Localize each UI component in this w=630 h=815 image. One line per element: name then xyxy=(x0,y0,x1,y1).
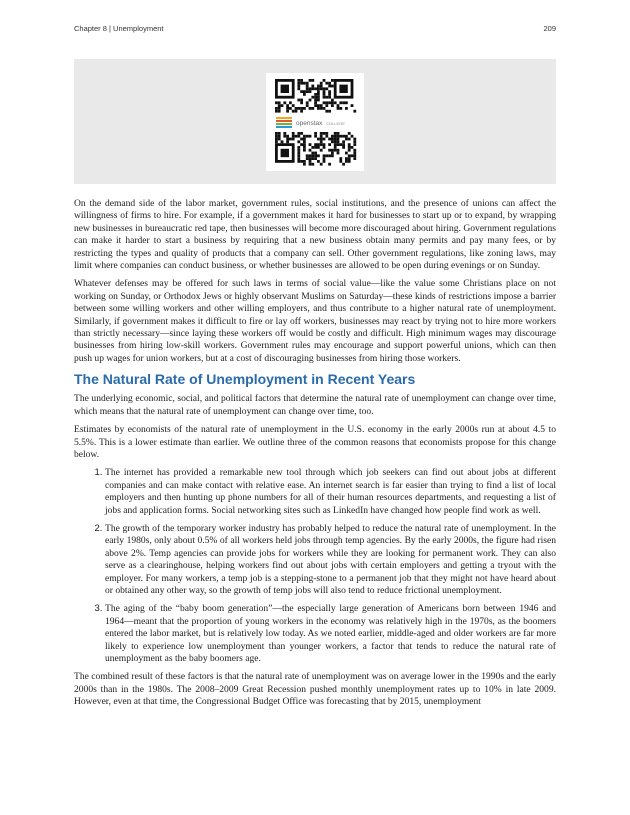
qr-code-image xyxy=(266,73,364,171)
chapter-title: Chapter 8 | Unemployment xyxy=(74,24,164,33)
qr-code-card[interactable] xyxy=(266,73,364,171)
paragraph: Estimates by economists of the natural rate of unemployment in the U.S. economy in the early 2000s run at about 4.5 to 5.5%. This is a lower estimate than earlier. We outline three of the common reasons that economists propose for this change below. xyxy=(74,424,556,460)
paragraph: Whatever defenses may be offered for such laws in terms of social value—like the value some Christians place on not working on Sunday, or Orthodox Jews or highly observant Muslims on Saturday—these kinds of restrictions impose a barrier between some willing workers and other willing employers, and thus contribute to a higher natural rate of unemployment. Similarly, if government makes it difficult to fire or lay off workers, businesses may react by trying not to hire more workers than strictly necessary—since laying these workers off would be costly and difficult. High minimum wages may discourage businesses from hiring low-skill workers. Government rules may encourage and support powerful unions, which can then push up wages for union workers, but at a cost of discouraging businesses from hiring those workers. xyxy=(74,278,556,364)
qr-code-bottom xyxy=(275,132,356,166)
list-item: 1. The internet has provided a remarkable new tool through which job seekers can find out about jobs at different companies and can make contact with relative ease. An internet search is far easier than trying to find a list of local employers and then hunting up phone numbers for all of their human resources departments, and requesting a list of jobs and application forms. Social networking sites such as LinkedIn have changed how people find work as well. xyxy=(105,467,556,517)
paragraph: The underlying economic, social, and political factors that determine the natural rate of unemployment can change over time, which means that the natural rate of unemployment can change over time, too. xyxy=(74,393,556,417)
list-item: 2. The growth of the temporary worker industry has probably helped to reduce the natural rate of unemployment. In the early 1980s, only about 0.5% of all workers held jobs through temp agencies. By the early 2000s, the figure had risen above 2%. Temp agencies can provide jobs for workers while they are looking for permanent work. They can also serve as a clearinghouse, helping workers find out about jobs with certain employers and getting a tryout with the employer. For many workers, a temp job is a stepping-stone to a permanent job that they might not have heard about or obtained any other way, so the growth of temp jobs will also tend to reduce frictional unemployment. xyxy=(105,523,556,597)
openstax-logo-suffix: COLLEGE xyxy=(326,121,345,126)
media-box xyxy=(74,59,556,184)
paragraph: On the demand side of the labor market, government rules, social institutions, and the presence of unions can affect the willingness of firms to hire. For example, if a government makes it hard for businesses to start up or to expand, by wrapping new businesses in bureaucratic red tape, then businesses will become more discouraged about hiring. Government regulations can make it harder to start a business by requiring that a new business obtain many permits and pay many fees, or by restricting the types and quality of products that a company can sell. Other government regulations, like zoning laws, may limit where companies can conduct business, or whether businesses are allowed to be open during evenings or on Sunday. xyxy=(74,198,556,272)
page-content xyxy=(74,198,556,715)
reasons-list xyxy=(74,467,556,665)
list-item: 3. The aging of the “baby boom generation”—the especially large generation of Americans born between 1946 and 1964—meant that the proportion of young workers in the economy was relatively high in the 1970s, as the boomers entered the labor market, but is relatively low today. As we noted earlier, middle-aged and older workers are far more likely to experience low unemployment than younger workers, a factor that tends to reduce the natural rate of unemployment as the baby boomers age. xyxy=(105,603,556,665)
section-heading: The Natural Rate of Unemployment in Recent Years xyxy=(74,371,416,388)
paragraph: The combined result of these factors is that the natural rate of unemployment was on average lower in the 1990s and the early 2000s than in the 1980s. The 2008–2009 Great Recession pushed monthly unemployment rates up to 10% in late 2009. However, even at that time, the Congressional Budget Office was forecasting that by 2015, unemployment xyxy=(74,671,556,708)
page-header xyxy=(74,24,556,33)
openstax-logo xyxy=(276,117,345,128)
openstax-logo-text: openstax xyxy=(296,120,323,127)
page-number: 209 xyxy=(543,24,556,33)
qr-code-top xyxy=(275,79,356,113)
